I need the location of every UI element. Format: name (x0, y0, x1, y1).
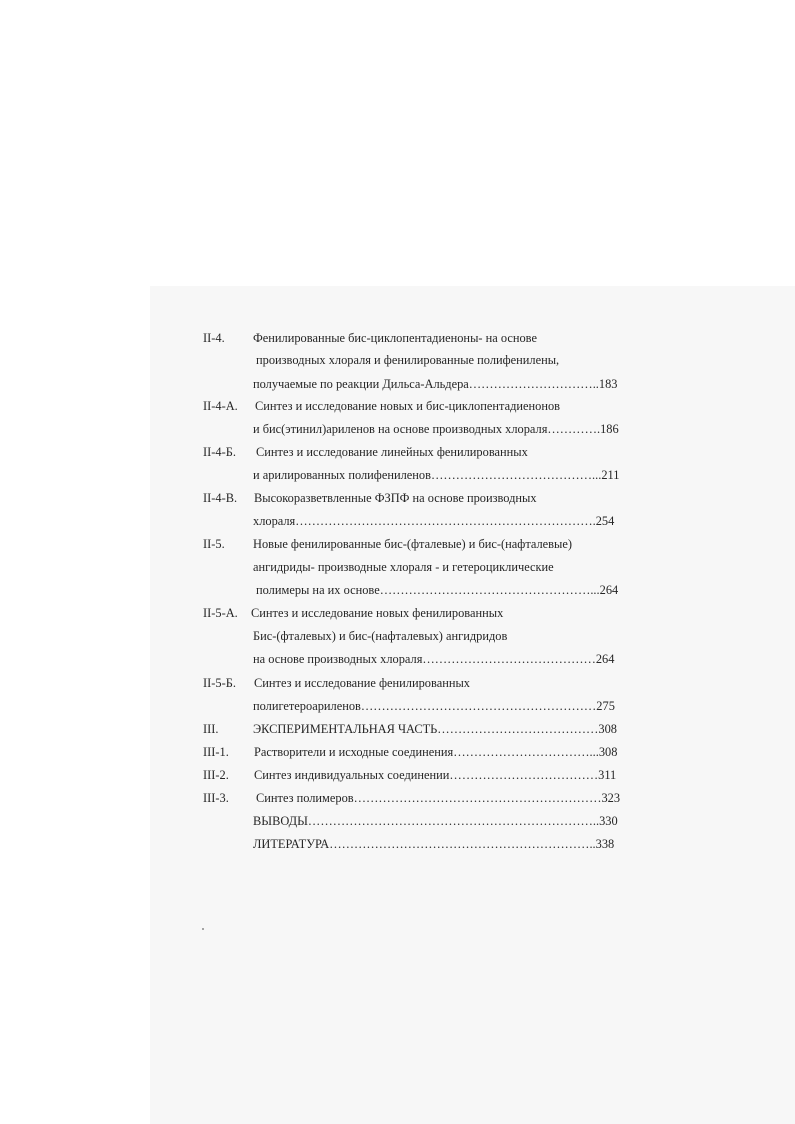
section-title-line: Растворители и исходные соединения……………………………...308 (254, 745, 618, 759)
section-title-line: ВЫВОДЫ……………………………………………………………..330 (253, 814, 618, 828)
section-title-line: Синтез индивидуальных соединении………………………………311 (254, 768, 617, 782)
section-number: II-4-Б. (203, 445, 236, 459)
section-title-line: получаемые по реакции Дильса-Альдера…………………………..183 (253, 377, 618, 391)
section-title-line: и арилированных полифениленов…………………………………...211 (253, 468, 620, 482)
section-number: II-4-В. (203, 491, 238, 505)
section-title-line: Новые фенилированные бис-(фталевые) и бис-(нафталевые) (253, 537, 572, 551)
section-title-line: Бис-(фталевых) и бис-(нафталевых) ангидридов (253, 629, 508, 643)
section-title-line: полигетероариленов…………………………………………………275 (253, 699, 615, 713)
section-title-line: Синтез и исследование фенилированных (254, 676, 470, 690)
section-number: II-5. (203, 537, 225, 551)
section-number: II-5-А. (203, 606, 238, 620)
section-number: II-4-А. (203, 399, 238, 413)
section-title-line: на основе производных хлораля……………………………………264 (253, 652, 615, 666)
section-title-line: производных хлораля и фенилированные полифенилены, (256, 353, 560, 367)
section-number: III. (203, 722, 219, 736)
section-number: III-2. (203, 768, 229, 782)
section-title-line: и бис(этинил)ариленов на основе производных хлораля………….186 (253, 422, 619, 436)
section-title-line: ангидриды- производные хлораля - и гетероциклические (253, 560, 554, 574)
section-number: III-3. (203, 791, 229, 805)
section-title-line: Синтез и исследование линейных фенилированных (256, 445, 528, 459)
scan-speck (202, 928, 204, 930)
section-title-line: хлораля……………………………………………………………….254 (253, 514, 615, 528)
section-number: III-1. (203, 745, 229, 759)
section-title-line: Синтез и исследование новых фенилированных (251, 606, 504, 620)
section-number: II-4. (203, 331, 225, 345)
section-title-line: Синтез полимеров……………………………………………………323 (256, 791, 621, 805)
section-title-line: Высокоразветвленные ФЗПФ на основе производных (254, 491, 537, 505)
section-number: II-5-Б. (203, 676, 236, 690)
section-title-line: ЭКСПЕРИМЕНТАЛЬНАЯ ЧАСТЬ…………………………………308 (253, 722, 617, 736)
section-title-line: Синтез и исследование новых и бис-циклопентадиенонов (255, 399, 561, 413)
section-title-line: ЛИТЕРАТУРА………………………………………………………..338 (253, 837, 615, 851)
section-title-line: Фенилированные бис-циклопентадиеноны- на основе (253, 331, 537, 345)
section-title-line: полимеры на их основе……………………………………………...264 (256, 583, 619, 597)
